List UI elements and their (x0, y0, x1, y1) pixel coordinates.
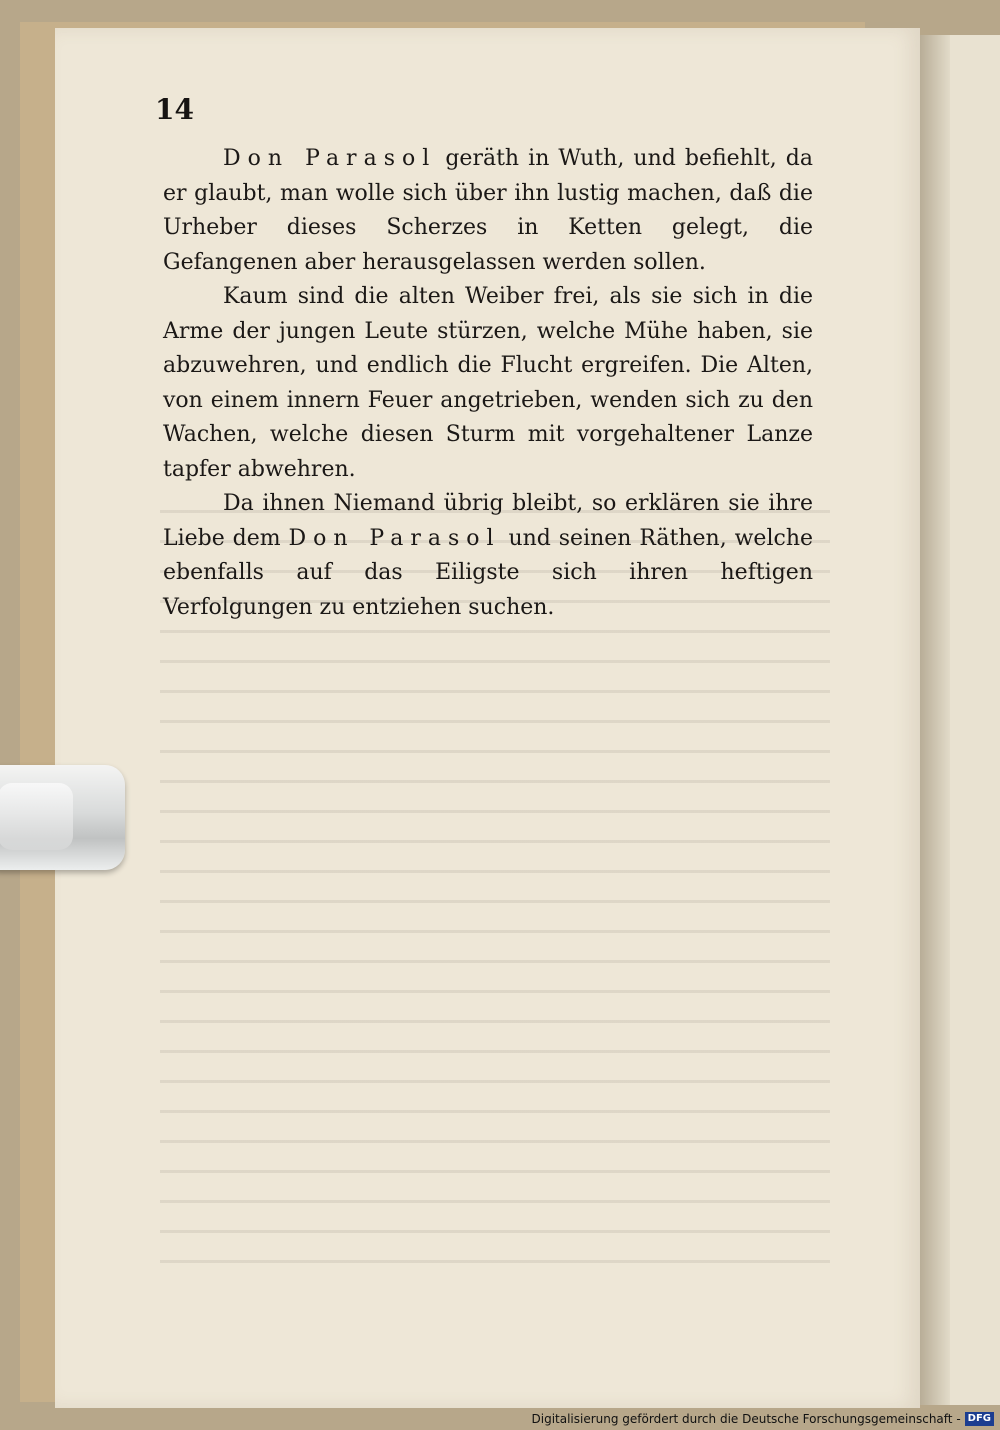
paragraph-1 (163, 142, 813, 280)
book-gutter (920, 35, 950, 1405)
facing-page-edge (950, 35, 1000, 1405)
dfg-logo: DFG (965, 1412, 994, 1426)
paragraph-3-rest: und seinen Räthen, welche ebenfalls auf das Eiligste sich ihren heftigen Verfolgungen zu entziehen suchen. (163, 525, 814, 620)
paragraph-2: Kaum sind die alten Weiber frei, als sie sich in die Arme der jungen Leute stürzen, welche Mühe haben, sie abzuwehren, und endlich die Flucht ergreifen. Die Alten, von einem innern Feuer angetrieben, wenden sich zu den Wachen, welche diesen Sturm mit vorgehaltener Lanze tapfer abwehren. (163, 284, 813, 482)
page-number: 14 (155, 93, 194, 126)
page-text (163, 142, 813, 625)
page-clip-highlight (0, 783, 73, 850)
funding-note: Digitalisierung gefördert durch die Deutsche Forschungsgemeinschaft - (531, 1412, 961, 1426)
paragraph-3-prefix: Da ihnen Niemand übrig bleibt, so erklären sie ihre Liebe dem (163, 491, 813, 551)
paragraph-3-name: Don Parasol (288, 525, 501, 551)
page-clip (0, 765, 125, 870)
paragraph-3 (163, 487, 813, 625)
paragraph-1-rest: geräth in Wuth, und befiehlt, da er glaubt, man wolle sich über ihn lustig machen, daß die Urheber dieses Scherzes in Ketten gelegt, die Gefangenen aber herausgelassen werden sollen. (163, 146, 813, 275)
dfg-footer (532, 1412, 995, 1426)
paragraph-1-name: Don Parasol (223, 146, 437, 171)
